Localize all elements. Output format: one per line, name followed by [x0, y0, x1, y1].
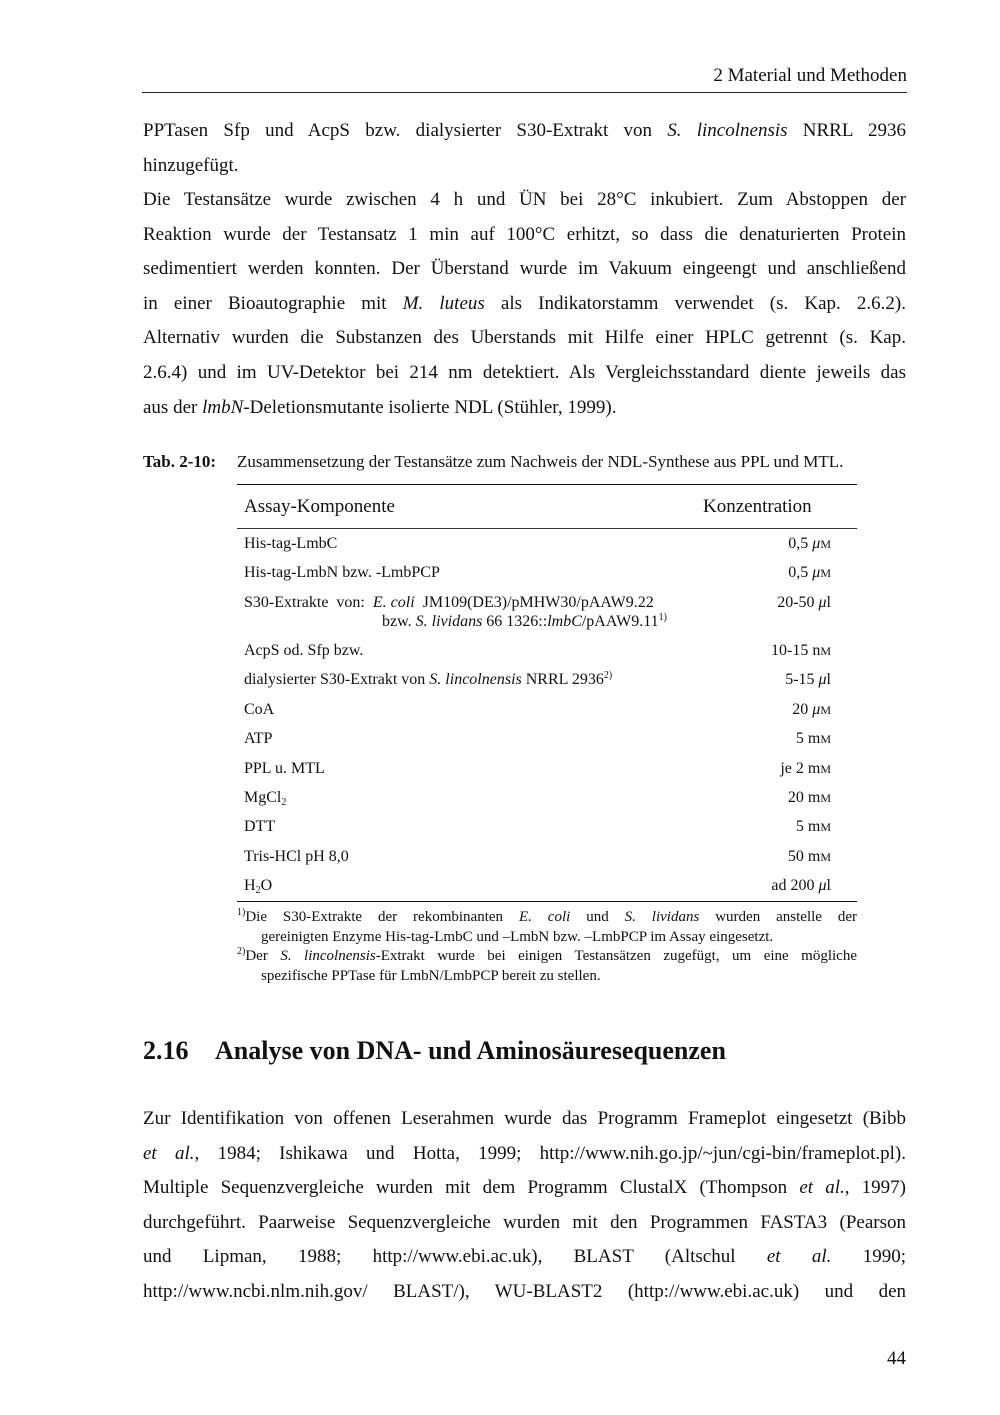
table-row — [244, 818, 831, 842]
concentration-cell: 50 mM — [787, 848, 831, 865]
concentration-cell: 5 mM — [795, 730, 831, 747]
paragraph-incubation — [143, 183, 906, 425]
table-row — [244, 535, 831, 559]
section-heading — [143, 1036, 726, 1066]
text-line: durchgeführt. Paarweise Sequenzvergleiche wurden mit den Programmen FASTA3 (Pearson — [143, 1211, 906, 1233]
component-cell: $H_2O$ — [244, 877, 273, 896]
component-cell: S30-Extrakte von: E. coli JM109(DE3)/pMHW30/pAAW9.22 — [244, 594, 654, 611]
concentration-cell: je 2 mM — [780, 760, 831, 777]
table-bottom-rule — [237, 901, 857, 902]
text-line: 2.6.4) und im UV-Detektor bei 214 nm detektiert. Als Vergleichsstandard diente jeweils das — [143, 361, 906, 383]
text-line: und Lipman, 1988; http://www.ebi.ac.uk), BLAST (Altschul et al. 1990; — [143, 1246, 906, 1268]
table-row — [244, 701, 831, 725]
text-line: PPTasen Sfp und AcpS bzw. dialysierter S30-Extrakt von S. lincolnensis NRRL 2936 — [143, 120, 906, 141]
table-caption — [143, 452, 843, 472]
table-row — [244, 594, 831, 634]
text-line: http://www.ncbi.nlm.nih.gov/ BLAST/), WU-BLAST2 (http://www.ebi.ac.uk) und den — [143, 1280, 906, 1302]
table-footnotes — [237, 908, 857, 986]
running-title: 2 Material und Methoden — [713, 65, 907, 86]
text-line: Alternativ wurden die Substanzen des Uberstands mit Hilfe einer HPLC getrennt (s. Kap. — [143, 327, 906, 349]
component-cell: PPL u. MTL — [244, 760, 325, 777]
text-line: aus der lmbN-Deletionsmutante isolierte NDL (Stühler, 1999). — [143, 396, 617, 418]
component-cell: His-tag-LmbC — [244, 535, 338, 552]
component-cell-continuation: bzw. S. lividans 66 1326::lmbC/pAAW9.11$^{1)}$ — [382, 612, 667, 630]
section-title: Analyse von DNA- und Aminosäuresequenzen — [215, 1036, 726, 1065]
component-cell: ATP — [244, 730, 273, 747]
text-line: Die Testansätze wurde zwischen 4 h und ÜN bei 28°C inkubiert. Zum Abstoppen der — [143, 189, 906, 210]
table-row — [244, 877, 831, 901]
page-header — [142, 62, 907, 93]
table-row — [244, 564, 831, 588]
section-number: 2.16 — [143, 1036, 189, 1065]
component-cell: dialysierter S30-Extrakt von S. lincolnensis NRRL 2936$^{2)}$ — [244, 670, 613, 688]
footnote-1: $^{1)}$Die S30-Extrakte der rekombinanten E. coli und S. lividans wurden anstelle der — [237, 907, 858, 925]
text-line: Zur Identifikation von offenen Leserahmen wurde das Programm Frameplot eingesetzt (Bibb — [143, 1108, 906, 1129]
component-cell: His-tag-LmbN bzw. -LmbPCP — [244, 564, 440, 581]
table-row — [244, 671, 831, 695]
footnote-1-continuation: gereinigten Enzyme His-tag-LmbC und –LmbN bzw. –LmbPCP im Assay eingesetzt. — [261, 928, 774, 945]
component-cell: MgCl$_2$ — [244, 789, 287, 808]
concentration-cell: 20 mM — [787, 789, 831, 806]
table-row — [244, 730, 831, 754]
table-caption-text: Zusammensetzung der Testansätze zum Nachweis der NDL-Synthese aus PPL und MTL. — [237, 452, 844, 471]
concentration-cell: 0,5 μM — [788, 535, 831, 552]
table-header-rule — [237, 528, 857, 529]
footnote-2-continuation: spezifische PPTase für LmbN/LmbPCP bereit zu stellen. — [261, 967, 601, 984]
footnote-2: $^{2)}$Der S. lincolnensis-Extrakt wurde bei einigen Testansätzen zugefügt, um eine mögliche — [237, 946, 857, 964]
concentration-cell: 5 mM — [795, 818, 831, 835]
component-cell: Tris-HCl pH 8,0 — [244, 848, 349, 865]
table-caption-label: Tab. 2-10: — [143, 452, 217, 471]
component-cell: DTT — [244, 818, 276, 835]
table-row — [244, 760, 831, 784]
table-row — [244, 642, 831, 666]
concentration-cell: 10-15 nM — [771, 642, 831, 659]
page-number: 44 — [887, 1348, 906, 1369]
paragraph-sequence-analysis — [143, 1102, 906, 1310]
concentration-cell: 5-15 μl — [785, 671, 831, 688]
paragraph-intro — [143, 114, 906, 183]
text-line: hinzugefügt. — [143, 154, 239, 176]
text-line: in einer Bioautographie mit M. luteus als Indikatorstamm verwendet (s. Kap. 2.6.2). — [143, 292, 906, 314]
table-row — [244, 789, 831, 813]
concentration-cell: 20 μM — [792, 701, 831, 718]
table-top-rule — [237, 484, 857, 485]
text-line: Multiple Sequenzvergleiche wurden mit dem Programm ClustalX (Thompson et al., 1997) — [143, 1177, 906, 1199]
concentration-cell: 20-50 μl — [777, 594, 831, 611]
component-cell: CoA — [244, 701, 275, 718]
text-line: Reaktion wurde der Testansatz 1 min auf 100°C erhitzt, so dass die denaturierten Protein — [143, 223, 906, 245]
column-header-concentration: Konzentration — [703, 496, 812, 517]
component-cell: AcpS od. Sfp bzw. — [244, 642, 364, 659]
text-line: et al., 1984; Ishikawa und Hotta, 1999; http://www.nih.go.jp/~jun/cgi-bin/frameplot.pl). — [143, 1142, 906, 1164]
column-header-component: Assay-Komponente — [244, 496, 395, 517]
table-row — [244, 848, 831, 872]
text-line: sedimentiert werden konnten. Der Überstand wurde im Vakuum eingeengt und anschließend — [143, 258, 906, 280]
concentration-cell: ad 200 μl — [771, 877, 831, 894]
concentration-cell: 0,5 μM — [788, 564, 831, 581]
